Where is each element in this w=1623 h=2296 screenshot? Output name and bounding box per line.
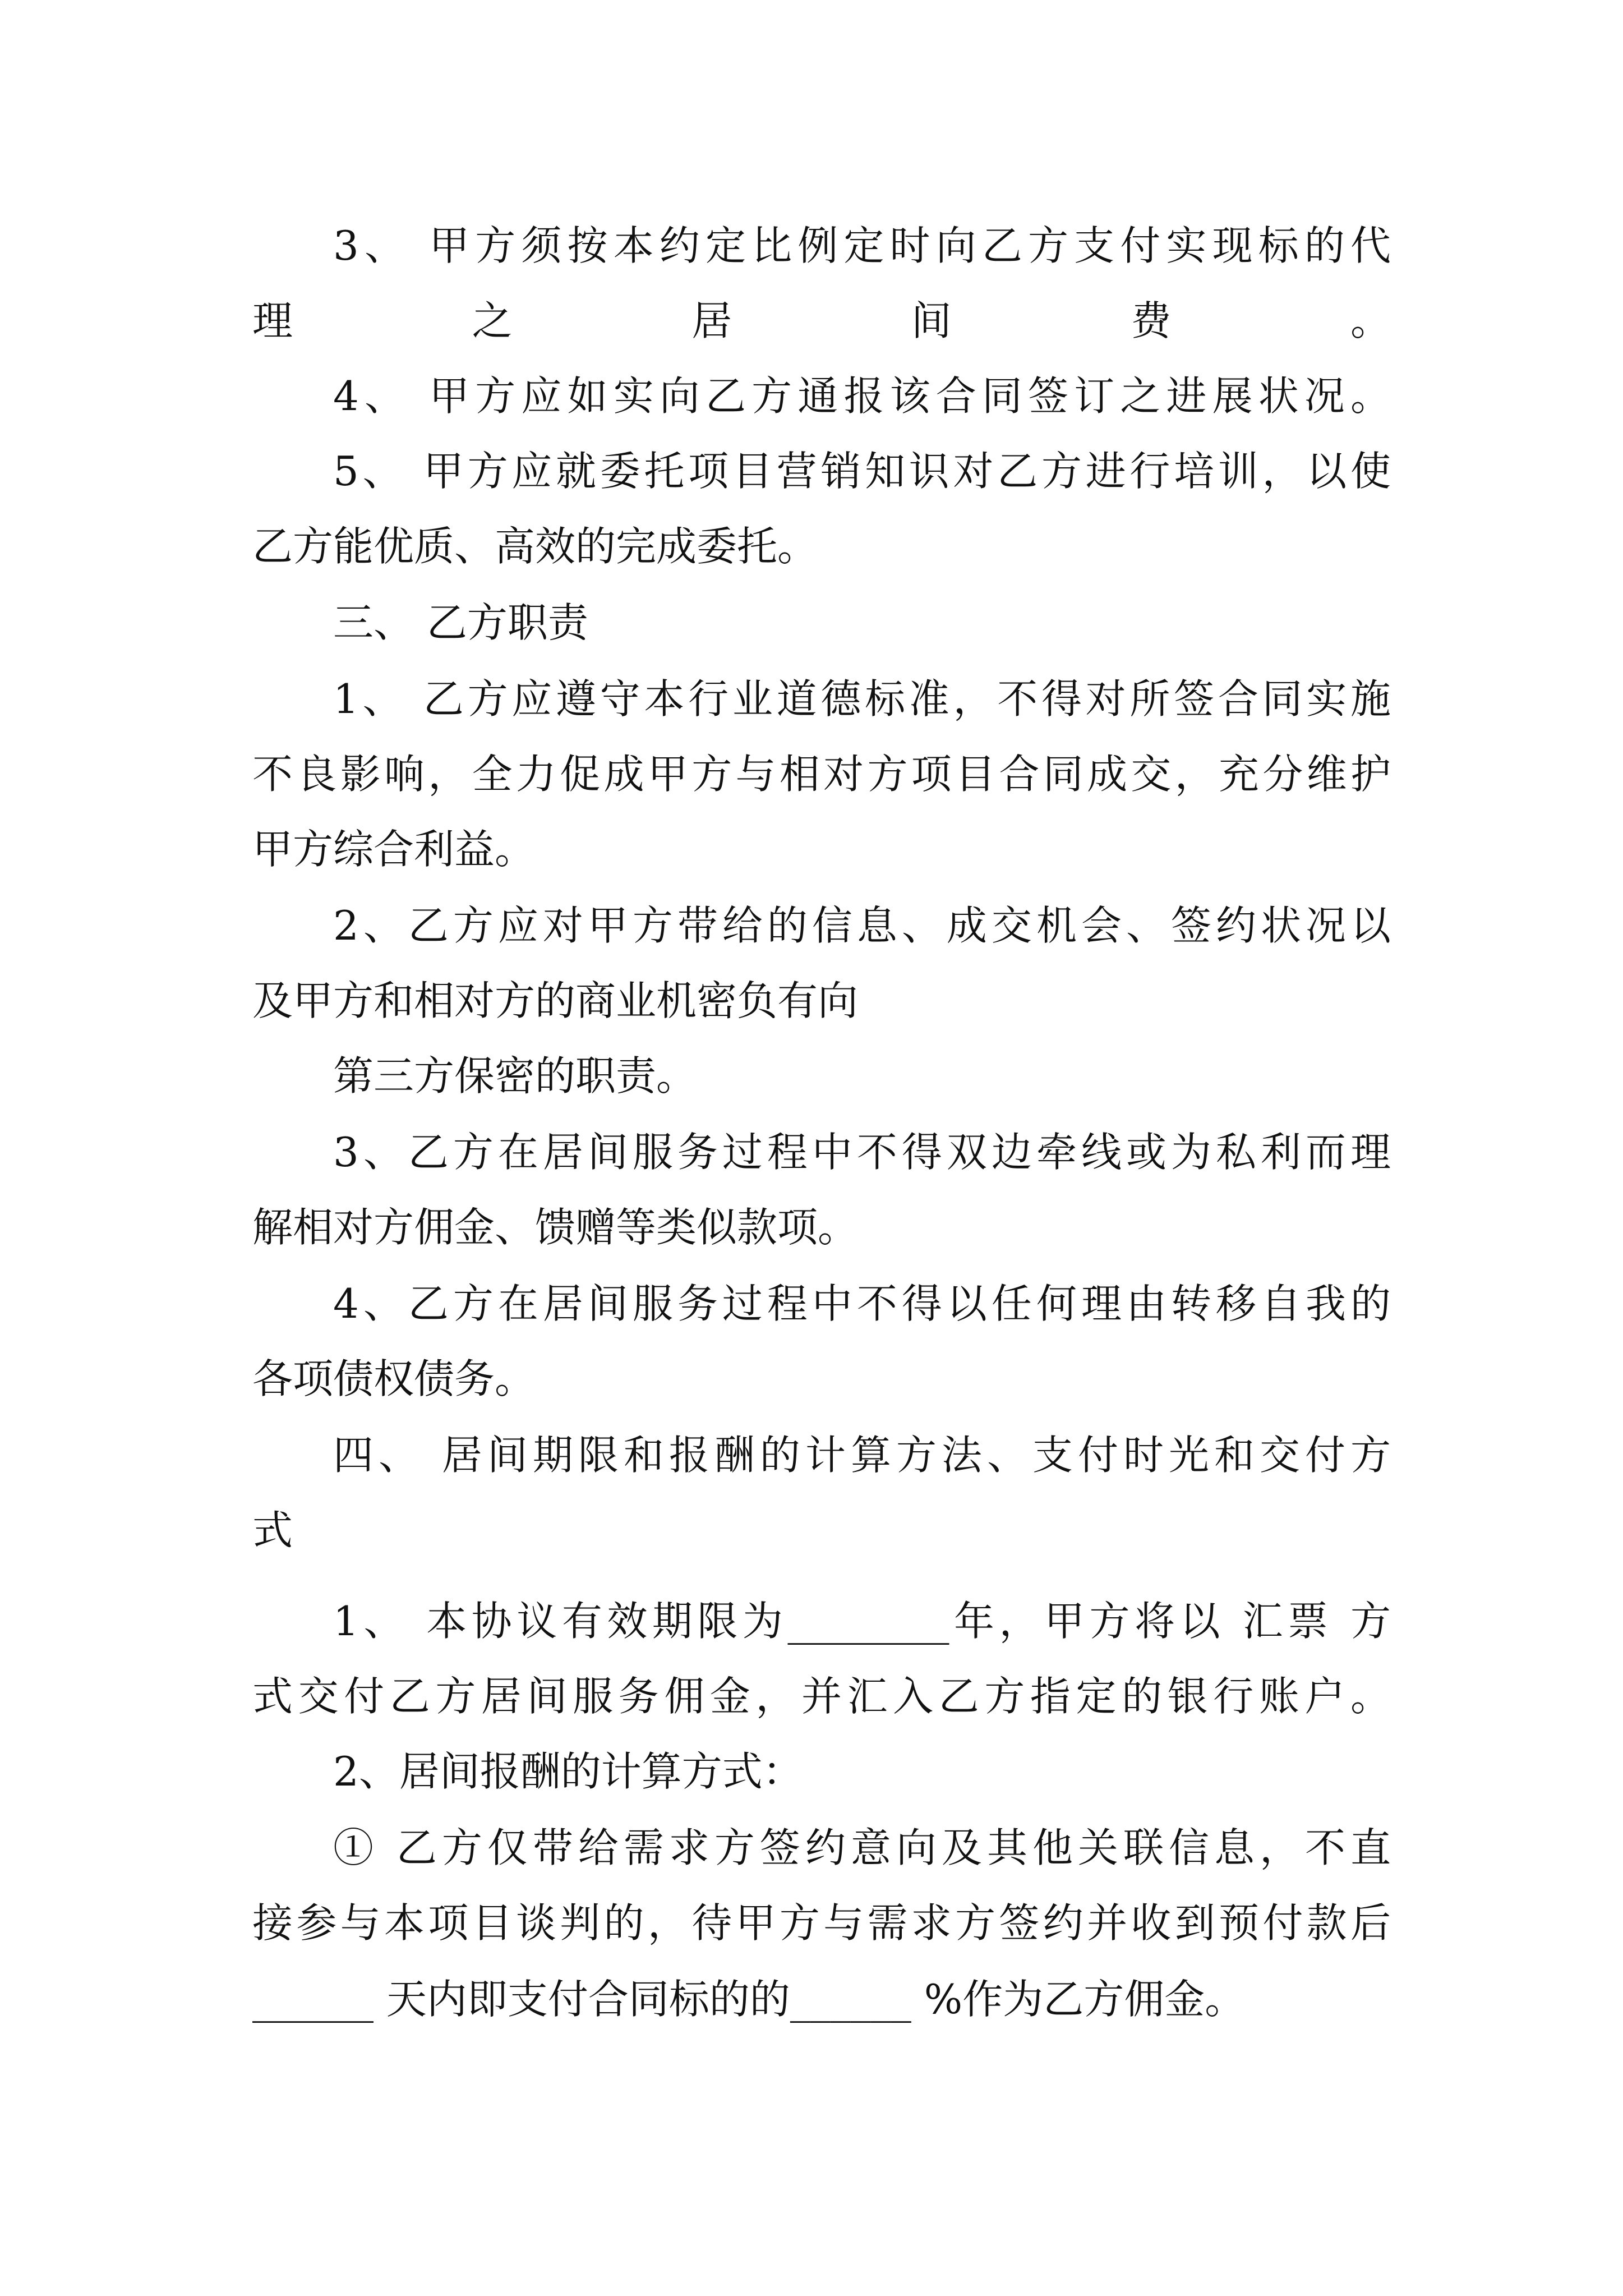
text-line: ______ 天内即支付合同标的的______ %作为乙方佣金。: [252, 1976, 1246, 2023]
text-line: 解相对方佣金、馈赠等类似款项。: [252, 1204, 859, 1251]
text-line: 及甲方和相对方的商业机密负有向: [252, 977, 859, 1024]
section-heading: 四、 居间期限和报酬的计算方法、支付时光和交付方: [333, 1432, 1391, 1479]
text-line: 甲方综合利益。: [252, 826, 536, 873]
text-line: 3、 甲方须按本约定比例定时向乙方支付实现标的代: [333, 222, 1391, 269]
text-line: 1、 乙方应遵守本行业道德标准，不得对所签合同实施: [333, 675, 1391, 723]
text-line: 2、居间报酬的计算方式：: [333, 1748, 803, 1795]
text-line: 各项债权债务。: [252, 1355, 536, 1402]
text-line: 1、 本协议有效期限为________年，甲方将以 汇票 方: [333, 1598, 1391, 1645]
text-line: 接参与本项目谈判的，待甲方与需求方签约并收到预付款后: [252, 1899, 1391, 1947]
text-line: 3、乙方在居间服务过程中不得双边牵线或为私利而理: [333, 1129, 1391, 1176]
text-line: 不良影响，全力促成甲方与相对方项目合同成交，充分维护: [252, 751, 1391, 798]
text-line: 式交付乙方居间服务佣金，并汇入乙方指定的银行账户。: [252, 1673, 1391, 1720]
text-line: 5、 甲方应就委托项目营销知识对乙方进行培训，以使: [333, 448, 1391, 495]
text-line: 式: [252, 1507, 293, 1554]
text-line: 乙方能优质、高效的完成委托。: [252, 523, 818, 570]
text-line: 第三方保密的职责。: [333, 1052, 697, 1099]
text-line: ① 乙方仅带给需求方签约意向及其他关联信息，不直: [333, 1824, 1391, 1871]
text-line: 4、乙方在居间服务过程中不得以任何理由转移自我的: [333, 1280, 1391, 1327]
text-line: 2、乙方应对甲方带给的信息、成交机会、签约状况以: [333, 902, 1391, 949]
text-line: 理之居间费。: [252, 297, 1391, 344]
section-heading: 三、 乙方职责: [333, 599, 588, 646]
text-line: 4、 甲方应如实向乙方通报该合同签订之进展状况。: [333, 372, 1391, 420]
